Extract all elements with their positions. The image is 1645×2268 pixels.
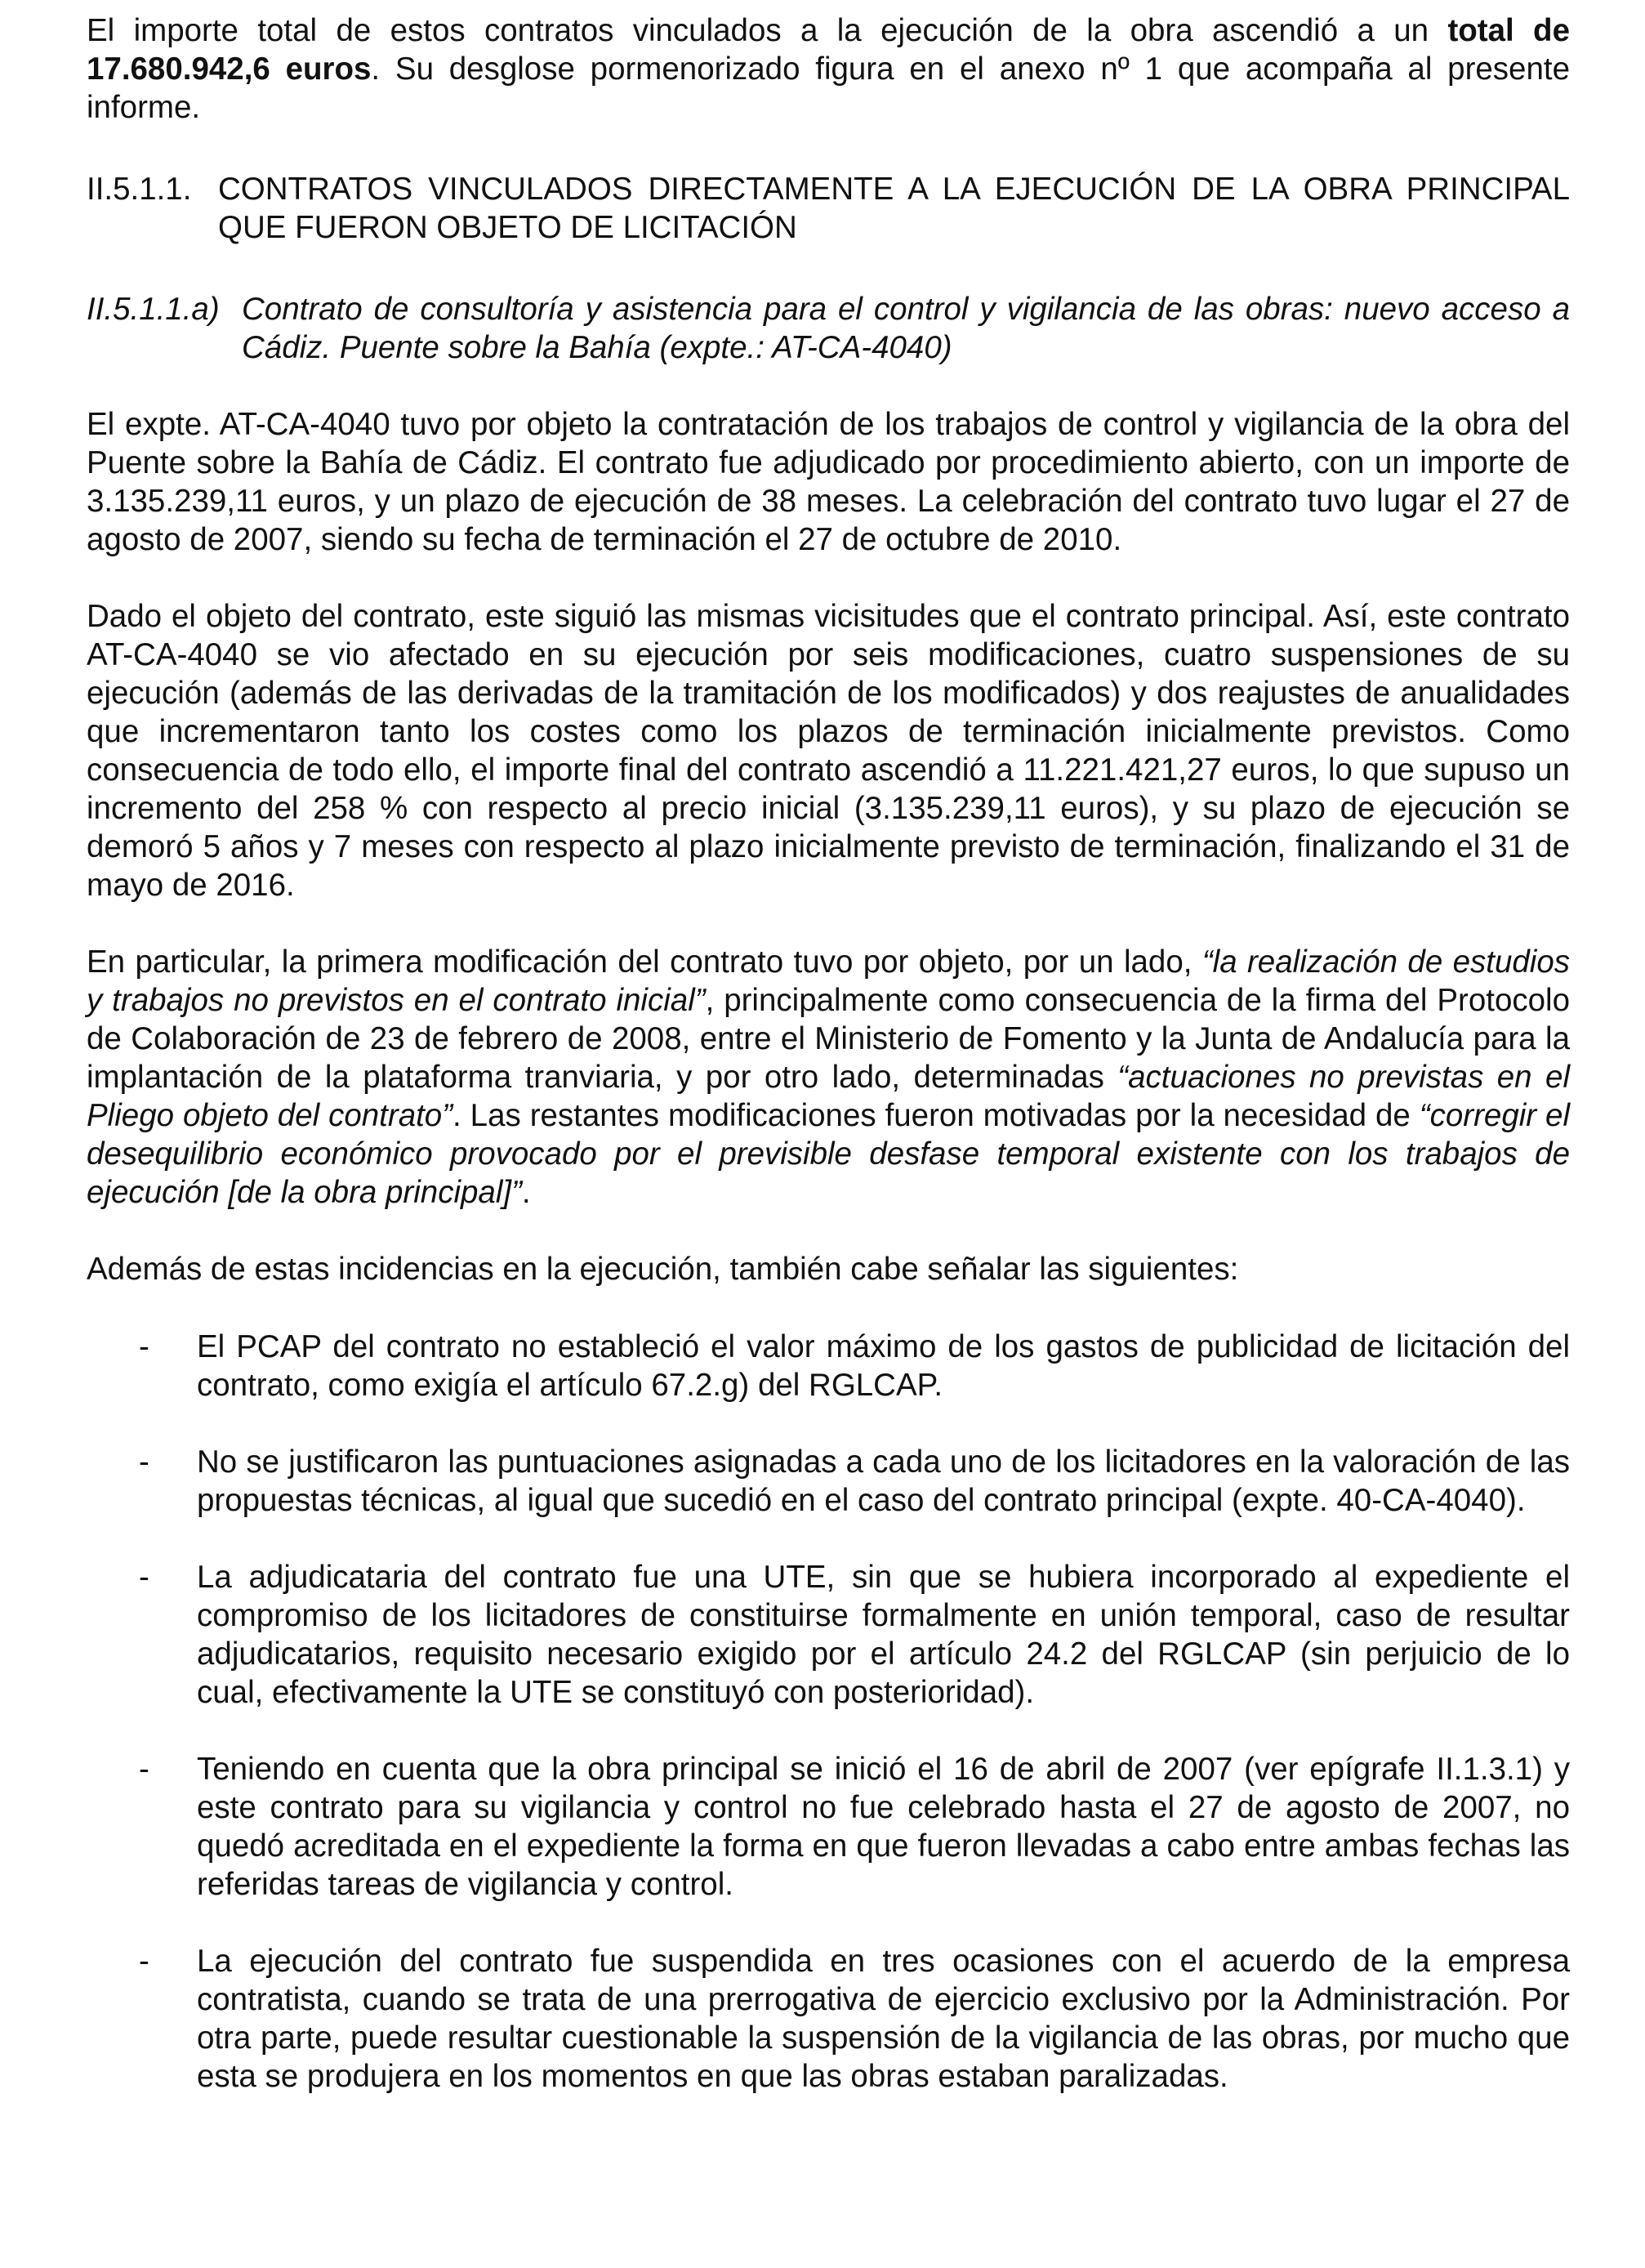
modifications-quote-3: “corregir el desequilibrio económico provocado por el previsible desfase temporal existente con los trabajos de ejecución [de la obra principal]” [87,1098,1571,1210]
intro-paragraph [87,11,1570,127]
list-marker: - [139,1329,149,1364]
list-item [87,1328,1570,1404]
list-item [87,1558,1570,1712]
contract-incidents-paragraph: Dado el objeto del contrato, este siguió las mismas vicisitudes que el contrato principal. Así, este contrato AT-CA-4040 se vio afectado en su ejecución por seis modificaciones, cuatro suspensiones de su ejecución (además de las derivadas de la tramitación de los modificados) y dos reajustes de anualidades que incrementaron tanto los costes como los plazos de terminación inicialmente previstos. Como consecuencia de todo ello, el importe final del contrato ascendió a 11.221.421,27 euros, lo que supuso un incremento del 258 % con respecto al precio inicial (3.135.239,11 euros), y su plazo de ejecución se demoró 5 años y 7 meses con respecto al plazo inicialmente previsto de terminación, finalizando el 31 de mayo de 2016. [87,599,1570,903]
modifications-text-1: En particular, la primera modificación del contrato tuvo por objeto, por un lado, [87,944,1202,980]
subsection-heading [87,290,1570,367]
list-marker: - [139,1752,149,1787]
document-page [87,11,1570,2096]
intro-text-1: El importe total de estos contratos vinculados a la ejecución de la obra ascendió a un [87,13,1448,48]
list-item-text: El PCAP del contrato no estableció el valor máximo de los gastos de publicidad de licitación del contrato, como exigía el artículo 67.2.g) del RGLCAP. [197,1329,1570,1403]
list-item-text: La ejecución del contrato fue suspendida en tres ocasiones con el acuerdo de la empresa contratista, cuando se trata de una prerrogativa de ejercicio exclusivo por la Administración. Por otra parte, puede resultar cuestionable la suspensión de la vigilancia de las obras, por mucho que esta se produjera en los momentos en que las obras estaban paralizadas. [197,1944,1570,2094]
subsection-title: Contrato de consultoría y asistencia para el control y vigilancia de las obras: nuevo acceso a Cádiz. Puente sobre la Bahía (expte.: AT-CA-4040) [242,292,1570,365]
list-item [87,1443,1570,1520]
list-intro-paragraph: Además de estas incidencias en la ejecución, también cabe señalar las siguientes: [87,1252,1239,1287]
list-marker: - [139,1944,149,1979]
list-marker: - [139,1560,149,1595]
intro-total-amount: total de 17.680.942,6 euros [87,13,1570,87]
list-item-text: No se justificaron las puntuaciones asignadas a cada uno de los licitadores en la valoración de las propuestas técnicas, al igual que sucedió en el caso del contrato principal (expte. 40-CA-4040). [197,1444,1570,1518]
findings-list [87,1328,1570,2096]
list-marker: - [139,1444,149,1480]
section-number: II.5.1.1. [87,172,192,207]
modifications-quote-1: “la realización de estudios y trabajos no previstos en el contrato inicial” [87,944,1571,1018]
list-item [87,1942,1570,2096]
modifications-text-3: . Las restantes modificaciones fueron motivadas por la necesidad de [452,1098,1420,1133]
list-item-text: La adjudicataria del contrato fue una UTE, sin que se hubiera incorporado al expediente el compromiso de los licitadores de constituirse formalmente en unión temporal, caso de resultar adjudicatarios, requisito necesario exigido por el artículo 24.2 del RGLCAP (sin perjuicio de lo cual, efectivamente la UTE se constituyó con posterioridad). [197,1560,1570,1710]
section-heading [87,170,1570,247]
list-item [87,1750,1570,1904]
intro-text-2: . Su desglose pormenorizado figura en el anexo nº 1 que acompaña al presente informe. [87,51,1570,125]
modifications-paragraph [87,943,1570,1212]
list-item-text: Teniendo en cuenta que la obra principal se inició el 16 de abril de 2007 (ver epígrafe II.1.3.1) y este contrato para su vigilancia y control no fue celebrado hasta el 27 de agosto de 2007, no quedó acreditada en el expediente la forma en que fueron llevadas a cabo entre ambas fechas las referidas tareas de vigilancia y control. [197,1752,1570,1902]
modifications-text-4: . [521,1175,531,1210]
subsection-number: II.5.1.1.a) [87,292,220,327]
section-title: CONTRATOS VINCULADOS DIRECTAMENTE A LA EJECUCIÓN DE LA OBRA PRINCIPAL QUE FUERON OBJETO DE LICITACIÓN [218,172,1570,245]
modifications-text-2: , principalmente como consecuencia de la firma del Protocolo de Colaboración de 23 de febrero de 2008, entre el Ministerio de Fomento y la Junta de Andalucía para la implantación de la plataforma tranviaria, y por otro lado, determinadas [87,983,1570,1095]
contract-summary-paragraph: El expte. AT-CA-4040 tuvo por objeto la contratación de los trabajos de control y vigilancia de la obra del Puente sobre la Bahía de Cádiz. El contrato fue adjudicado por procedimiento abierto, con un importe de 3.135.239,11 euros, y un plazo de ejecución de 38 meses. La celebración del contrato tuvo lugar el 27 de agosto de 2007, siendo su fecha de terminación el 27 de octubre de 2010. [87,407,1570,557]
modifications-quote-2: “actuaciones no previstas en el Pliego objeto del contrato” [87,1060,1571,1133]
